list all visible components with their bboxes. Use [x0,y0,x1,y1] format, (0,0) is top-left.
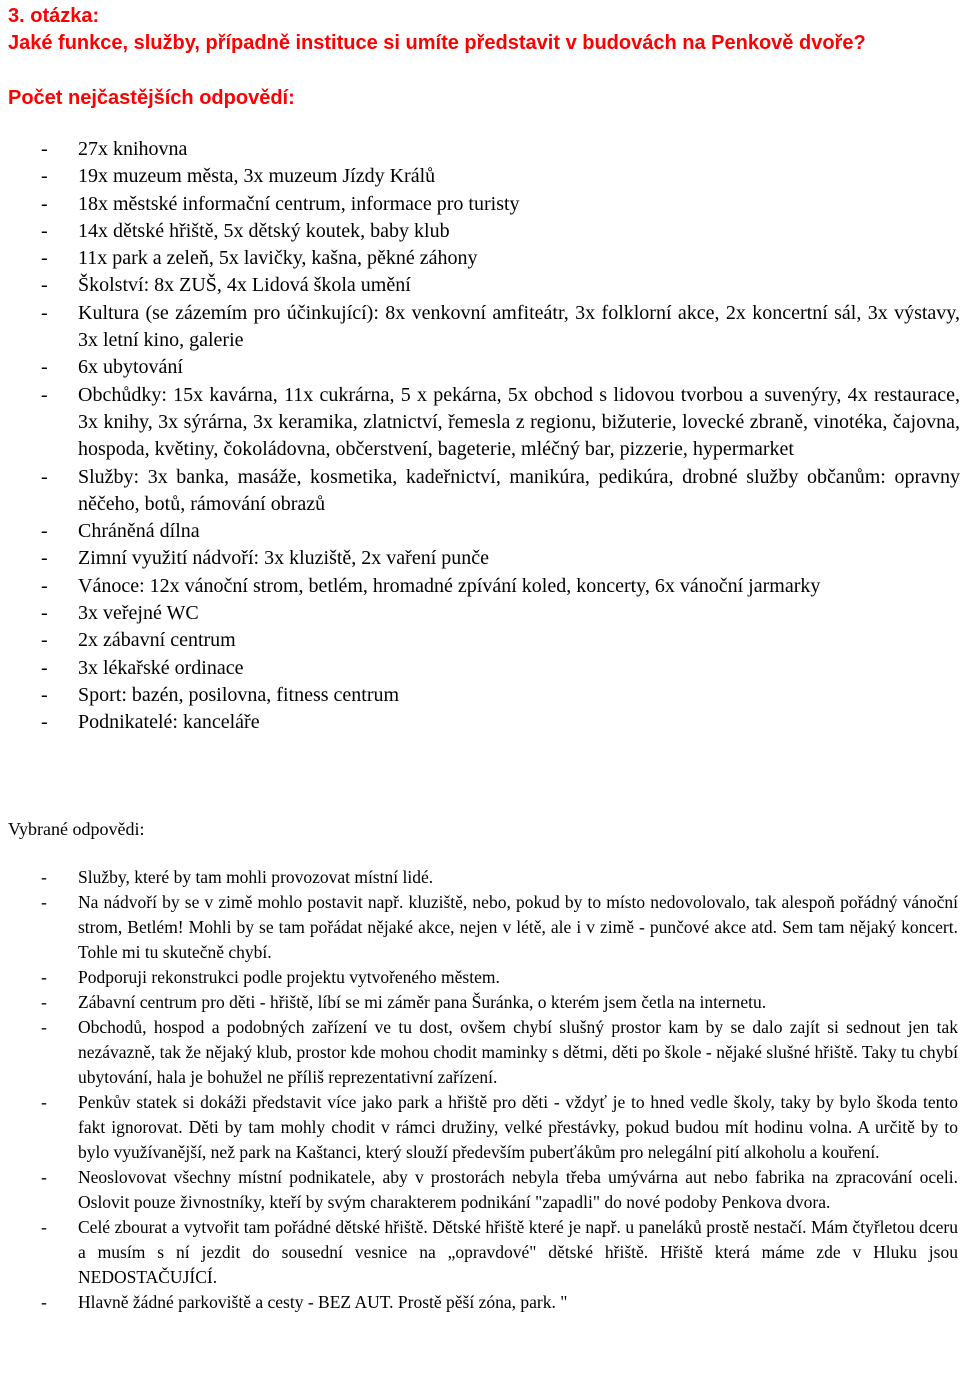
list-item-text: Služby: 3x banka, masáže, kosmetika, kadeřnictví, manikúra, pedikúra, drobné služby občanům: opravny něčeho, botů, rámování obrazů [78,465,960,515]
list-item-text: Kultura (se zázemím pro účinkující): 8x venkovní amfiteátr, 3x folklorní akce, 2x koncertní sál, 3x výstavy, 3x letní kino, galerie [78,301,960,352]
bullet-dash: - [41,1217,47,1237]
selected-answers-title: Vybrané odpovědi: [8,819,145,839]
list-item-text: 2x zábavní centrum [78,629,236,652]
bullet-dash: - [41,547,48,570]
list-item [8,191,960,218]
list-item-text: Služby, které by tam mohli provozovat místní lidé. [78,867,434,887]
list-item-text: 19x muzeum města, 3x muzeum Jízdy Králů [78,165,436,188]
list-item [8,627,960,654]
list-item [8,1015,958,1090]
list-item-text: Na nádvoří by se v zimě mohlo postavit např. kluziště, nebo, pokud by to místo nedovolovalo, tak alespoň pořádný vánoční strom, Betlém! Mohli by se tam pořádat nějaké akce, nejen v létě, ale i v zimě - punčové akce atd. Sem tam nějaký koncert. Tohle mi tu skutečně chybí. [78,892,958,962]
list-item-text: Celé zbourat a vytvořit tam pořádné dětské hřiště. Dětské hřiště které je např. u paneláků prostě nestačí. Mám čtyřletou dceru a musím s ní jezdit do sousední vesnice na „opravdové" dětské hřiště. Hřiště která máme zde v Hluku jsou NEDOSTAČUJÍCÍ. [78,1217,958,1287]
list-item [8,655,960,682]
bullet-dash: - [41,356,48,379]
list-item [8,990,958,1015]
list-item [8,709,960,736]
bullet-dash: - [41,711,48,734]
bullet-dash: - [41,602,48,625]
list-item [8,682,960,709]
bullet-dash: - [41,219,48,242]
frequent-answers-list [8,136,960,737]
bullet-dash: - [41,867,47,887]
list-item [8,464,960,519]
list-item-text: Neoslovovat všechny místní podnikatele, aby v prostorách nebyla třeba umývárna aut nebo fabrika na zpracování oceli. Oslovit pouze živnostníky, kteří by svým charakterem podnikání "zapadli" do nové podoby Penkova dvora. [78,1167,958,1212]
list-item-text: 6x ubytování [78,356,183,379]
list-item [8,1215,958,1290]
list-item-text: Obchůdky: 15x kavárna, 11x cukrárna, 5 x pekárna, 5x obchod s lidovou tvorbou a suvenýry, 4x restaurace, 3x knihy, 3x sýrárna, 3x keramika, zlatnictví, řemesla z regionu, bižuterie, lovecké zbraně, vinotéka, čajovna, hospoda, květiny, čokoládovna, občerstvení, bageterie, mléčný bar, pizzerie, hypermarket [78,383,960,461]
list-item-text: Penkův statek si dokáži představit více jako park a hřiště pro děti - vždyť je to hned vedle školy, taky by bylo škoda tento fakt ignorovat. Děti by tam mohly chodit v rámci družiny, velké přestávky, pokud budou mít hodinu volna. A určitě by to bylo využívanější, než park na Kaštanci, který slouží především puberťákům pro nelegální pití alkoholu a kouření. [78,1092,958,1162]
list-item-text: Podporuji rekonstrukci podle projektu vytvořeného městem. [78,967,500,987]
list-item [8,865,958,890]
list-item [8,300,960,355]
selected-answers-list [8,865,958,1315]
bullet-dash: - [41,992,47,1012]
list-item-text: 3x veřejné WC [78,602,199,625]
list-item-text: Podnikatelé: kanceláře [78,711,260,734]
list-item-text: Hlavně žádné parkoviště a cesty - BEZ AUT. Prostě pěší zóna, park. " [78,1292,568,1312]
list-item-text: Sport: bazén, posilovna, fitness centrum [78,683,400,706]
bullet-dash: - [41,192,48,215]
list-item-text: Zimní využití nádvoří: 3x kluziště, 2x vaření punče [78,547,490,570]
list-item-text: 27x knihovna [78,138,188,160]
list-item [8,272,960,299]
list-item [8,890,958,965]
question-number: 3. otázka: [8,5,100,27]
list-item-text: Školství: 8x ZUŠ, 4x Lidová škola umění [78,274,411,297]
list-item [8,218,960,245]
list-item-text: Obchodů, hospod a podobných zařízení ve tu dost, ovšem chybí slušný prostor kam by se dalo zajít si sednout jen tak nezávazně, tak že nějaký klub, prostor kde mohou chodit maminky s dětmi, děti po škole - nějaké slušné hřiště. Taky tu chybí ubytování, hala je bohužel ne příliš reprezentativní zařízení. [78,1017,958,1087]
list-item [8,1290,958,1315]
bullet-dash: - [41,629,48,652]
section-title: Počet nejčastějších odpovědí: [8,87,295,109]
list-item-text: 3x lékařské ordinace [78,656,244,679]
bullet-dash: - [41,301,48,324]
bullet-dash: - [41,967,47,987]
list-item-text: Chráněná dílna [78,520,200,543]
bullet-dash: - [41,465,48,488]
bullet-dash: - [41,247,48,270]
list-item-text: Zábavní centrum pro děti - hřiště, líbí se mi záměr pana Šuránka, o kterém jsem četla na internetu. [78,992,767,1012]
list-item-text: 18x městské informační centrum, informace pro turisty [78,192,520,215]
bullet-dash: - [41,1292,47,1312]
bullet-dash: - [41,574,48,597]
bullet-dash: - [41,520,48,543]
bullet-dash: - [41,656,48,679]
bullet-dash: - [41,383,48,406]
list-item [8,965,958,990]
bullet-dash: - [41,274,48,297]
list-item [8,136,960,163]
list-item [8,600,960,627]
bullet-dash: - [41,683,48,706]
list-item-text: 14x dětské hřiště, 5x dětský koutek, baby klub [78,219,450,242]
bullet-dash: - [41,1167,47,1187]
list-item-text: Vánoce: 12x vánoční strom, betlém, hromadné zpívání koled, koncerty, 6x vánoční jarmarky [78,574,821,597]
bullet-dash: - [41,1017,47,1037]
list-item [8,163,960,190]
bullet-dash: - [41,138,48,160]
list-item [8,382,960,464]
list-item [8,1090,958,1165]
list-item [8,545,960,572]
bullet-dash: - [41,892,47,912]
question-text: Jaké funkce, služby, případně instituce si umíte představit v budovách na Penkově dvoře? [8,32,866,54]
list-item [8,354,960,381]
list-item [8,1165,958,1215]
list-item [8,245,960,272]
bullet-dash: - [41,165,48,188]
list-item [8,573,960,600]
bullet-dash: - [41,1092,47,1112]
list-item [8,518,960,545]
list-item-text: 11x park a zeleň, 5x lavičky, kašna, pěkné záhony [78,247,478,270]
